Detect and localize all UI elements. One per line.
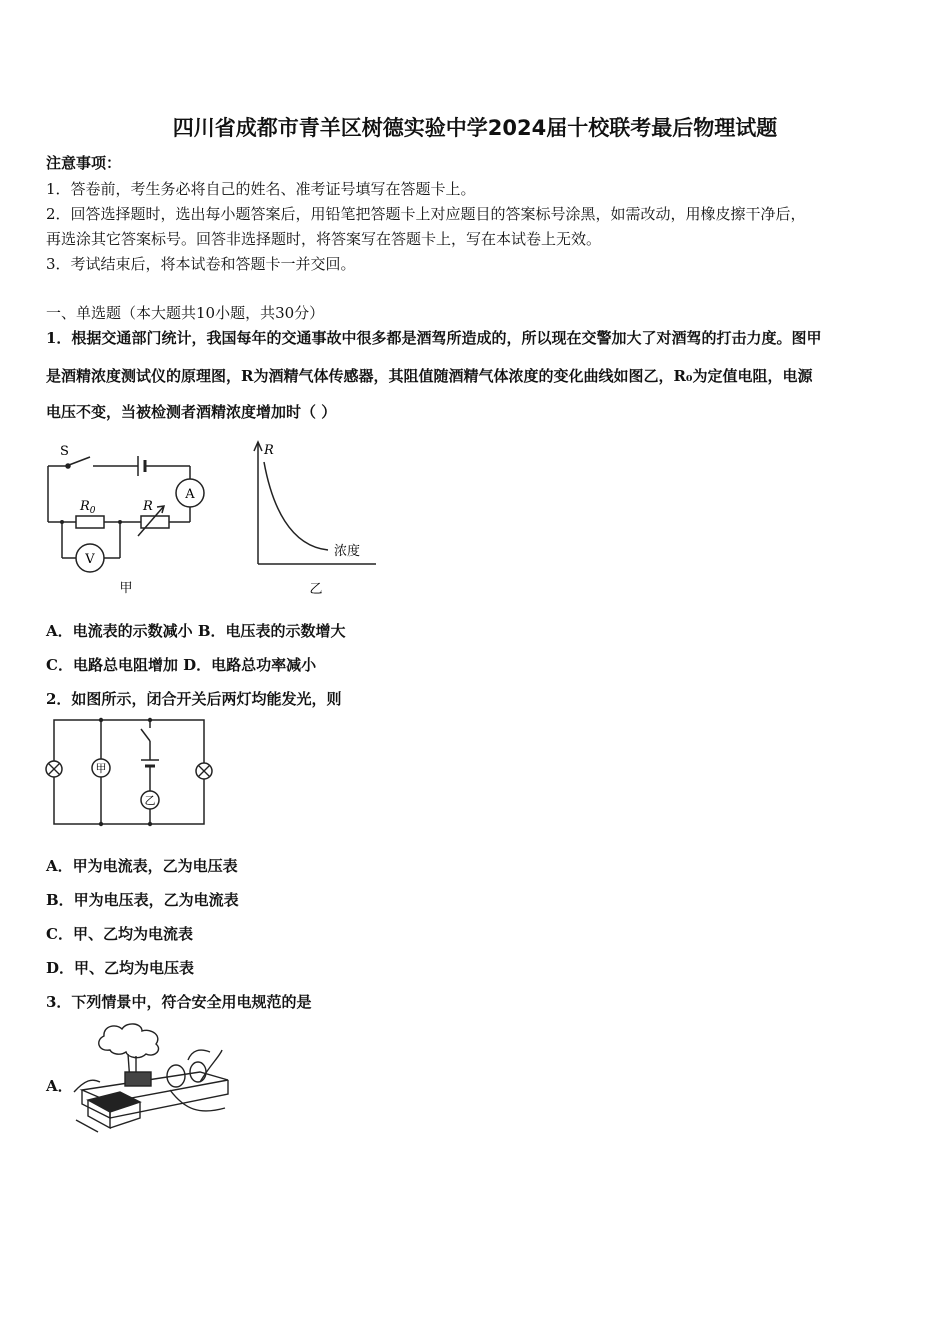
resistance-curve <box>264 462 328 550</box>
q1-stem-line-1: 1．根据交通部门统计，我国每年的交通事故中很多都是酒驾所造成的，所以现在交警加大了对酒驾的打击力度。图甲 <box>46 329 822 347</box>
section-heading: 一、单选题（本大题共10小题，共30分） <box>46 304 325 322</box>
q1-stem-line-3: 电压不变，当被检测者酒精浓度增加时（ ） <box>46 403 337 421</box>
page-title: 四川省成都市青羊区树德实验中学2024届十校联考最后物理试题 <box>172 116 778 140</box>
q3-stem: 3．下列情景中，符合安全用电规范的是 <box>46 993 312 1011</box>
q2-stem: 2．如图所示，闭合开关后两灯均能发光，则 <box>46 690 342 708</box>
q1-options-cd: C．电路总电阻增加 D．电路总功率减小 <box>46 656 317 674</box>
junction-dot <box>99 718 103 722</box>
r0-label: $R_0$ <box>80 499 96 516</box>
meter-yi-label: 乙 <box>144 794 156 807</box>
q2-option-b: B．甲为电压表，乙为电流表 <box>46 891 239 909</box>
ammeter-label: A <box>185 487 195 502</box>
y-axis-label: R <box>264 443 274 458</box>
notice-item-2: 2．回答选择题时，选出每小题答案后，用铅笔把答题卡上对应题目的答案标号涂黑，如需改动，用橡皮擦干净后， <box>46 205 806 223</box>
fig-a-caption: 甲 <box>119 581 133 596</box>
junction-dot <box>148 718 152 722</box>
notice-item-3: 3．考试结束后，将本试卷和答题卡一并交回。 <box>46 255 356 273</box>
q1-options-ab: A．电流表的示数减小 B．电压表的示数增大 <box>46 622 346 640</box>
voltmeter-label: V <box>85 552 95 567</box>
sensor-r-label: R <box>143 499 153 514</box>
notice-item-2-cont: 再选涂其它答案标号。回答非选择题时，将答案写在答题卡上，写在本试卷上无效。 <box>46 230 602 248</box>
junction-dot <box>99 822 103 826</box>
q2-option-c: C．甲、乙均为电流表 <box>46 925 193 943</box>
q2-option-d: D．甲、乙均为电压表 <box>46 959 195 977</box>
meter-jia-label: 甲 <box>95 762 107 775</box>
notice-heading: 注意事项： <box>46 154 122 172</box>
q3-option-a-label: A． <box>46 1077 73 1095</box>
lamp-left <box>46 761 62 777</box>
switch-label: S <box>60 444 69 459</box>
q2-circuit-diagram <box>46 714 216 832</box>
junction-dot <box>118 520 122 524</box>
notice-item-1: 1．答卷前，考生务必将自己的姓名、准考证号填写在答题卡上。 <box>46 180 476 198</box>
q1-resistance-graph <box>250 436 390 601</box>
q1-stem-line-2: 是酒精浓度测试仪的原理图，R为酒精气体传感器，其阻值随酒精气体浓度的变化曲线如图乙，R₀为定值电阻，电源 <box>46 367 813 385</box>
junction-dot <box>60 520 64 524</box>
lamp-right <box>196 763 212 779</box>
q1-circuit-diagram <box>38 440 218 600</box>
q3-power-strip-illustration <box>70 1020 230 1135</box>
fig-b-caption: 乙 <box>309 582 323 597</box>
x-axis-label: 浓度 <box>334 544 361 559</box>
junction-dot <box>148 822 152 826</box>
q2-option-a: A．甲为电流表，乙为电压表 <box>46 857 238 875</box>
